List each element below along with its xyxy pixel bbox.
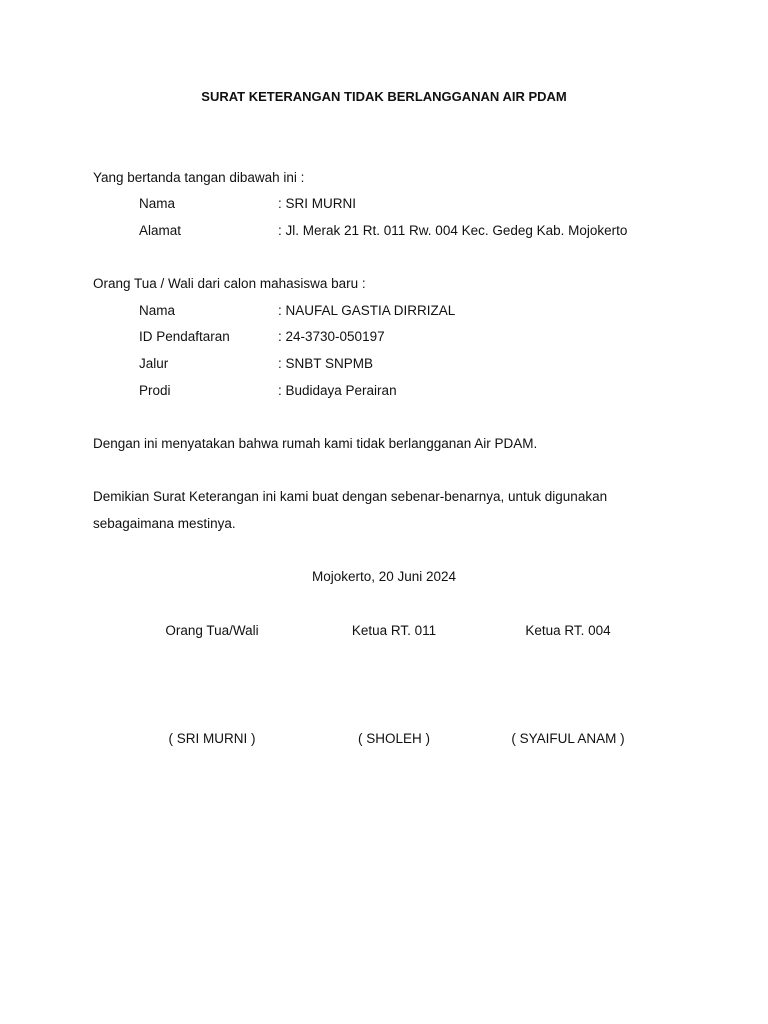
signature-name-rt004: ( SYAIFUL ANAM )	[511, 731, 625, 746]
signatory-intro: Yang bertanda tangan dibawah ini :	[93, 170, 305, 185]
signature-role-guardian: Orang Tua/Wali	[165, 623, 259, 638]
signature-name-guardian: ( SRI MURNI )	[168, 731, 256, 746]
student-path-label: Jalur	[139, 356, 169, 371]
closing-line-1: Demikian Surat Keterangan ini kami buat dengan sebenar-benarnya, untuk digunakan	[93, 489, 608, 504]
guardian-intro: Orang Tua / Wali dari calon mahasiswa baru :	[93, 276, 366, 291]
student-name-value: : NAUFAL GASTIA DIRRIZAL	[278, 303, 456, 318]
place-date: Mojokerto, 20 Juni 2024	[311, 569, 457, 584]
student-id-label: ID Pendaftaran	[139, 329, 230, 344]
signature-name-rt011: ( SHOLEH )	[357, 731, 430, 746]
closing-line-2: sebagaimana mestinya.	[93, 516, 236, 531]
student-name-label: Nama	[139, 303, 176, 318]
signatory-address-label: Alamat	[139, 223, 182, 238]
document-title: SURAT KETERANGAN TIDAK BERLANGGANAN AIR PDAM	[201, 89, 567, 104]
signatory-name-label: Nama	[139, 196, 176, 211]
signature-role-rt004: Ketua RT. 004	[525, 623, 611, 638]
signatory-address-value: : Jl. Merak 21 Rt. 011 Rw. 004 Kec. Gedeg Kab. Mojokerto	[278, 223, 628, 238]
student-path-value: : SNBT SNPMB	[278, 356, 374, 371]
student-program-label: Prodi	[139, 383, 171, 398]
student-program-value: : Budidaya Perairan	[278, 383, 397, 398]
statement-text: Dengan ini menyatakan bahwa rumah kami tidak berlangganan Air PDAM.	[93, 436, 538, 451]
student-id-value: : 24-3730-050197	[278, 329, 385, 344]
signatory-name-value: : SRI MURNI	[278, 196, 357, 211]
signature-role-rt011: Ketua RT. 011	[351, 623, 437, 638]
